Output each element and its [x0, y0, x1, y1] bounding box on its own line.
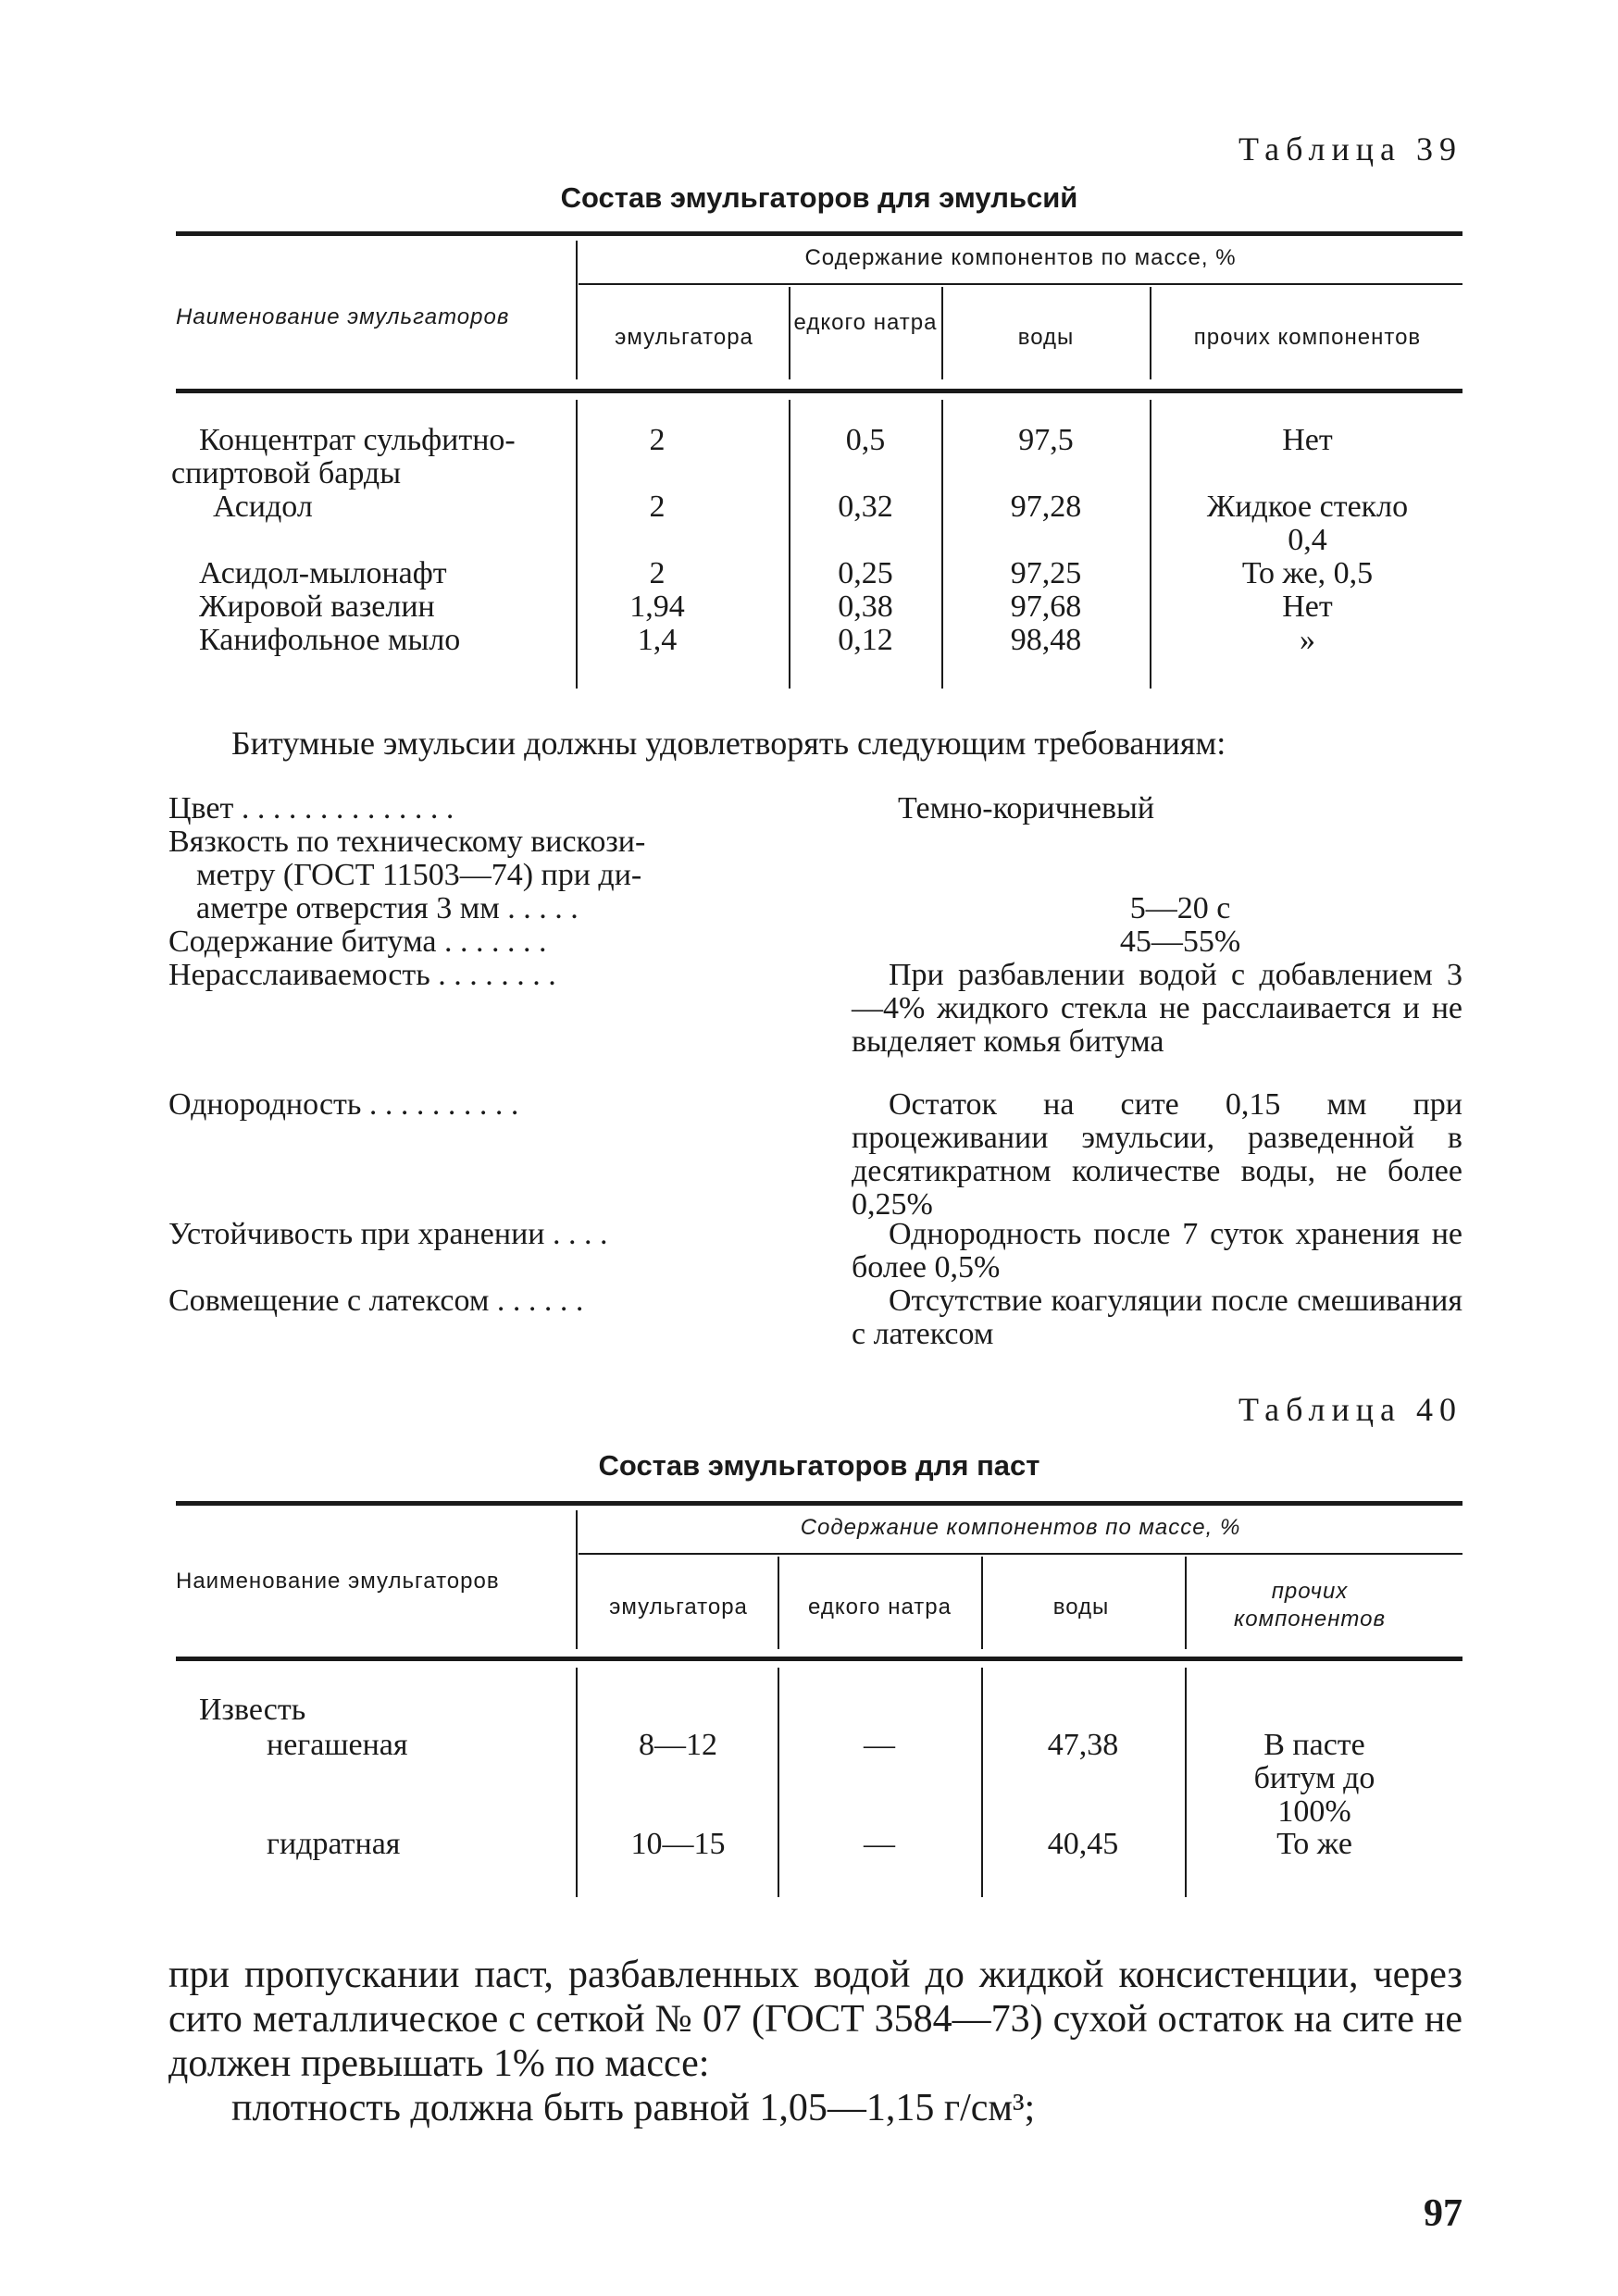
table-39-top-rule — [176, 231, 1462, 236]
row-name: Жировой вазелин — [199, 590, 435, 624]
table-39-vline — [1150, 400, 1151, 689]
table-39-vline — [789, 400, 790, 689]
table-39-col-water: воды — [1017, 325, 1075, 350]
cell-emulsifier: 10—15 — [630, 1827, 726, 1861]
table-39-vline — [576, 241, 578, 379]
cell-other: » — [1300, 623, 1315, 657]
req-label: Однородность . . . . . . . . . . — [168, 1087, 519, 1122]
cell-water: 98,48 — [1010, 623, 1082, 657]
requirements-intro: Битумные эмульсии должны удовлетворять следующим требованиям: — [231, 725, 1226, 762]
req-label: Устойчивость при хранении . . . . — [168, 1217, 608, 1251]
table-40-vline — [1185, 1668, 1187, 1897]
cell-water: 40,45 — [1047, 1827, 1119, 1861]
table-40-vline — [1185, 1557, 1187, 1649]
table-39-vline — [1150, 287, 1151, 379]
cell-emulsifier: 2 — [649, 490, 666, 524]
cell-naoh: 0,25 — [838, 556, 893, 590]
req-label-line: Вязкость по техническому вискози- — [168, 825, 646, 859]
table-39-label: Таблица 39 — [1238, 130, 1462, 168]
table-row — [171, 423, 574, 490]
row-name: Асидол-мылонафт — [199, 556, 447, 590]
cell-water: 97,28 — [1010, 490, 1082, 524]
bottom-paragraph-2: плотность должна быть равной 1,05—1,15 г/см³; — [231, 2087, 1036, 2129]
table-40-vline — [981, 1668, 983, 1897]
table-40-vline — [981, 1557, 983, 1649]
cell-naoh: — — [864, 1827, 895, 1861]
page-number: 97 — [1424, 2192, 1462, 2235]
table-row — [199, 557, 574, 590]
table-39-vline — [941, 287, 943, 379]
table-40-col-emulsifier: эмульгатора — [609, 1595, 748, 1620]
req-value: Остаток на сите 0,15 мм при процеживании эмульсии, разведенной в десятикратном количестве воды, не более 0,25% — [852, 1087, 1462, 1222]
cell-other: То же, 0,5 — [1241, 556, 1374, 590]
row-name-cont: спиртовой барды — [171, 456, 402, 490]
table-40-col-water: воды — [1052, 1595, 1110, 1620]
cell-water: 97,25 — [1010, 556, 1082, 590]
table-39-vline — [789, 287, 790, 379]
table-row — [199, 590, 574, 624]
req-label: Совмещение с латексом . . . . . . — [168, 1284, 584, 1318]
table-39-header-rule — [176, 389, 1462, 393]
cell-other-line1: Жидкое стекло — [1206, 490, 1409, 524]
req-value: 45—55% — [1119, 925, 1241, 959]
cell-other: Нет — [1282, 423, 1333, 457]
cell-naoh: 0,38 — [838, 590, 893, 624]
req-label: Содержание битума . . . . . . . — [168, 925, 547, 959]
cell-naoh: 0,5 — [845, 423, 886, 457]
table-40-col-other: прочих компонентов — [1233, 1579, 1387, 1632]
table-39-name-header: Наименование эмульгаторов — [176, 304, 510, 329]
req-label-line: метру (ГОСТ 11503—74) при ди- — [196, 858, 642, 892]
row-group-name: Известь — [199, 1693, 306, 1727]
table-40-title: Состав эмульгаторов для паст — [598, 1449, 1040, 1482]
table-40-top-rule — [176, 1501, 1462, 1506]
table-row: негашеная — [267, 1728, 408, 1762]
cell-emulsifier: 8—12 — [639, 1728, 717, 1762]
table-40-subheader-rule — [579, 1553, 1462, 1555]
cell-emulsifier: 2 — [649, 556, 666, 590]
cell-emulsifier: 1,94 — [629, 590, 685, 624]
req-label: Нерасслаиваемость . . . . . . . . — [168, 958, 556, 992]
cell-other: То же — [1276, 1827, 1352, 1861]
row-name: Канифольное мыло — [199, 623, 461, 657]
table-40-name-header: Наименование эмульгаторов — [176, 1569, 500, 1594]
table-40-label: Таблица 40 — [1238, 1391, 1462, 1428]
bottom-paragraph-1: при пропускании паст, разбавленных водой до жидкой консистенции, через сито металлическое с сеткой № 07 (ГОСТ 3584—73) сухой остаток на сите не должен превышать 1% по массе: — [168, 1954, 1462, 2085]
row-name: Асидол — [213, 490, 313, 524]
row-name: Концентрат сульфитно- — [199, 423, 516, 457]
cell-water: 97,68 — [1010, 590, 1082, 624]
table-40-vline — [576, 1510, 578, 1649]
cell-other — [1152, 490, 1462, 557]
table-40-col-naoh: едкого натра — [808, 1595, 952, 1620]
cell-naoh: 0,12 — [838, 623, 893, 657]
req-value: При разбавлении водой с добавлением 3—4% жидкого стекла не расслаивается и не выделяет комья битума — [852, 958, 1462, 1059]
table-39-vline — [941, 400, 943, 689]
cell-other-line2: 0,4 — [1288, 523, 1327, 557]
cell-water: 47,38 — [1047, 1728, 1119, 1762]
table-40-vline — [778, 1557, 779, 1649]
req-value: 5—20 с — [1129, 891, 1231, 925]
table-40-vline — [778, 1668, 779, 1897]
cell-naoh: — — [864, 1728, 895, 1762]
table-row — [213, 490, 574, 524]
table-40-group-header: Содержание компонентов по массе, % — [800, 1515, 1241, 1540]
table-39-subheader-rule — [579, 283, 1462, 285]
table-39-group-header: Содержание компонентов по массе, % — [804, 245, 1237, 270]
table-39-col-naoh: едкого натра — [793, 310, 938, 335]
req-label-multiline — [168, 825, 761, 925]
table-row — [199, 624, 574, 657]
req-value: Однородность после 7 суток хранения не более 0,5% — [852, 1217, 1462, 1285]
table-39-col-other: прочих компонентов — [1193, 325, 1422, 350]
req-value: Отсутствие коагуляции после смешивания с латексом — [852, 1284, 1462, 1351]
req-label: Цвет . . . . . . . . . . . . . . — [168, 791, 454, 825]
cell-naoh: 0,32 — [838, 490, 893, 524]
req-value: Темно-коричневый — [898, 791, 1155, 825]
table-39-title: Состав эмульгаторов для эмульсий — [560, 181, 1078, 214]
table-39-col-emulsifier: эмульгатора — [615, 325, 753, 350]
table-row: гидратная — [267, 1827, 401, 1861]
cell-other: Нет — [1282, 590, 1333, 624]
req-label-line: аметре отверстия 3 мм . . . . . — [196, 891, 579, 925]
cell-other: В пасте битум до 100% — [1253, 1728, 1375, 1829]
cell-emulsifier: 1,4 — [637, 623, 678, 657]
cell-emulsifier: 2 — [649, 423, 666, 457]
table-40-vline — [576, 1668, 578, 1897]
table-40-header-rule — [176, 1657, 1462, 1661]
cell-water: 97,5 — [1018, 423, 1074, 457]
table-39-vline — [576, 400, 578, 689]
